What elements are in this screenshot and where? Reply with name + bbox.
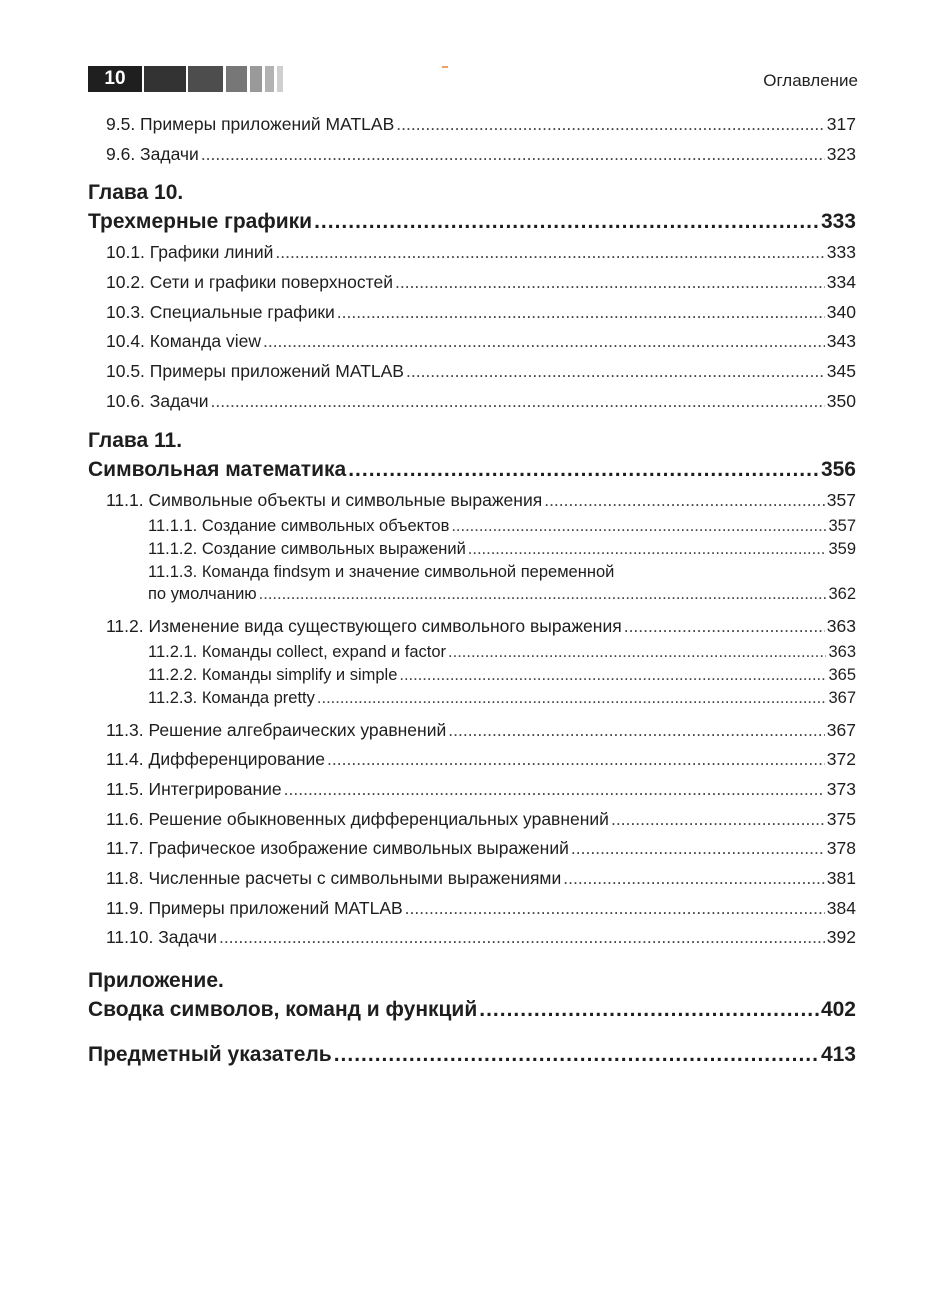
dot-leader: [479, 994, 819, 1026]
dot-leader: [451, 515, 826, 538]
entry-label: 11.6. Решение обыкновенных дифференциальных уравнений: [106, 808, 609, 829]
dot-leader: [468, 538, 827, 561]
entry-page-number: 402: [820, 998, 856, 1022]
running-title: Оглавление: [763, 71, 858, 90]
dot-leader: [337, 298, 825, 328]
entry-label: 10.2. Сети и графики поверхностей: [106, 272, 393, 293]
dot-leader: [406, 357, 825, 387]
dot-leader: [211, 387, 825, 417]
toc-subentry-multiline[interactable]: 11.1.3. Команда findsym и значение символьной переменной по умолчанию ..... 362: [88, 561, 856, 606]
entry-page-number: 343: [826, 331, 856, 352]
entry-label: 11.2. Изменение вида существующего символьного выражения: [106, 615, 622, 636]
dot-leader: [263, 327, 825, 357]
entry-page-number: 365: [828, 666, 856, 685]
chapter-title-entry[interactable]: [88, 206, 856, 238]
dot-leader: [405, 894, 825, 924]
entry-page-number: 357: [826, 489, 856, 510]
chapter-label: Глава 11.: [88, 428, 183, 452]
entry-label: 9.6. Задачи: [106, 143, 199, 164]
toc-entry[interactable]: [106, 268, 856, 298]
entry-page-number: 372: [826, 749, 856, 770]
dot-leader: [399, 664, 826, 687]
toc-entry[interactable]: [106, 923, 856, 953]
entry-label: Сводка символов, команд и функций: [88, 998, 478, 1022]
entry-page-number: 375: [826, 808, 856, 829]
entry-page-number: 334: [826, 272, 856, 293]
dot-leader: [624, 612, 825, 642]
dot-leader: [448, 641, 826, 664]
toc-entry[interactable]: [106, 775, 856, 805]
entry-page-number: 357: [828, 517, 856, 536]
toc-subentry[interactable]: [148, 515, 856, 538]
toc-entry[interactable]: [106, 612, 856, 642]
toc-entry[interactable]: [106, 805, 856, 835]
toc-entry[interactable]: [106, 357, 856, 387]
dot-leader: [317, 687, 827, 710]
entry-label: 10.5. Примеры приложений MATLAB: [106, 361, 404, 382]
dot-leader: [201, 140, 825, 170]
entry-page-number: 350: [826, 390, 856, 411]
page-header: [88, 66, 858, 94]
toc-subentry[interactable]: [148, 687, 856, 710]
index-entry[interactable]: [88, 1038, 856, 1072]
chapter-title-entry[interactable]: [88, 454, 856, 486]
entry-label: 11.5. Интегрирование: [106, 779, 282, 800]
page-number: 10: [88, 66, 142, 92]
entry-label: 11.2.3. Команда pretty: [148, 688, 315, 707]
entry-label: Предметный указатель: [88, 1043, 332, 1067]
dot-leader: [219, 923, 825, 953]
entry-label: 11.1.1. Создание символьных объектов: [148, 517, 450, 536]
header-decor-block: [265, 66, 274, 92]
toc-entry[interactable]: [106, 716, 856, 746]
entry-label: 11.4. Дифференцирование: [106, 749, 326, 770]
dot-leader: [571, 834, 825, 864]
toc-entry[interactable]: [106, 387, 856, 417]
toc-entry[interactable]: [106, 486, 856, 516]
appendix-title-entry[interactable]: [88, 994, 856, 1026]
entry-page-number: 367: [826, 719, 856, 740]
toc-subentry[interactable]: [148, 538, 856, 561]
entry-page-number: 345: [826, 361, 856, 382]
dot-leader: [563, 864, 825, 894]
entry-label: 10.6. Задачи: [106, 390, 209, 411]
dot-leader: [611, 805, 825, 835]
toc-entry[interactable]: [106, 238, 856, 268]
entry-page-number: 413: [820, 1043, 856, 1067]
table-of-contents: [88, 110, 856, 1072]
header-decor-block: [277, 66, 283, 92]
entry-page-number: 356: [820, 457, 856, 481]
header-decor-block: [250, 66, 262, 92]
entry-page-number: 362: [828, 584, 856, 603]
entry-label: 11.1.2. Создание символьных выражений: [148, 539, 466, 558]
header-decor-block: [188, 66, 223, 92]
toc-entry[interactable]: [106, 140, 856, 170]
header-decor-block: [144, 66, 186, 92]
entry-page-number: 333: [820, 210, 856, 234]
toc-entry[interactable]: [106, 745, 856, 775]
toc-entry[interactable]: [106, 864, 856, 894]
entry-label: 10.4. Команда view: [106, 331, 261, 352]
entry-page-number: 381: [826, 868, 856, 889]
dot-leader: [284, 775, 825, 805]
entry-label: 11.9. Примеры приложений MATLAB: [106, 897, 403, 918]
dot-leader: [448, 716, 825, 746]
entry-page-number: 378: [826, 838, 856, 859]
entry-label: 11.8. Численные расчеты с символьными выражениями: [106, 868, 562, 889]
entry-page-number: 392: [826, 927, 856, 948]
print-mark: [442, 66, 448, 68]
toc-entry[interactable]: [106, 834, 856, 864]
dot-leader: [348, 454, 819, 486]
dot-leader: [334, 1038, 819, 1072]
entry-label: по умолчанию: [148, 584, 257, 603]
entry-label: Символьная математика: [88, 457, 347, 481]
entry-label: 11.2.1. Команды collect, expand и factor: [148, 643, 447, 662]
entry-page-number: 363: [828, 643, 856, 662]
chapter-label: Глава 10.: [88, 181, 184, 205]
entry-page-number: 317: [826, 114, 856, 134]
entry-page-number: 367: [828, 688, 856, 707]
entry-page-number: 363: [826, 615, 856, 636]
entry-page-number: 373: [826, 779, 856, 800]
toc-entry[interactable]: [106, 894, 856, 924]
entry-label: 11.1. Символьные объекты и символьные выражения: [106, 489, 543, 510]
toc-subentry[interactable]: [148, 641, 856, 664]
entry-label: 10.1. Графики линий: [106, 242, 274, 263]
dot-leader: [314, 206, 819, 238]
dot-leader: [395, 268, 825, 298]
entry-page-number: 333: [826, 242, 856, 263]
toc-subentry[interactable]: [148, 664, 856, 687]
appendix-label: Приложение.: [88, 969, 224, 993]
entry-page-number: 323: [826, 143, 856, 164]
header-decor-block: [226, 66, 247, 92]
dot-leader: [259, 583, 827, 606]
entry-label: 11.2.2. Команды simplify и simple: [148, 666, 398, 685]
entry-label: 11.3. Решение алгебраических уравнений: [106, 719, 447, 740]
entry-page-number: 384: [826, 897, 856, 918]
entry-label: 10.3. Специальные графики: [106, 301, 335, 322]
dot-leader: [544, 486, 825, 516]
entry-page-number: 340: [826, 301, 856, 322]
dot-leader: [327, 745, 825, 775]
entry-label: 11.10. Задачи: [106, 927, 217, 948]
entry-page-number: 359: [828, 539, 856, 558]
entry-label: 9.5. Примеры приложений MATLAB: [106, 114, 395, 134]
dot-leader: [396, 110, 825, 140]
toc-entry[interactable]: [106, 327, 856, 357]
entry-label: Трехмерные графики: [88, 210, 313, 234]
toc-entry[interactable]: [106, 298, 856, 328]
dot-leader: [275, 238, 824, 268]
toc-entry[interactable]: [106, 110, 856, 140]
entry-label: 11.7. Графическое изображение символьных выражений: [106, 838, 569, 859]
